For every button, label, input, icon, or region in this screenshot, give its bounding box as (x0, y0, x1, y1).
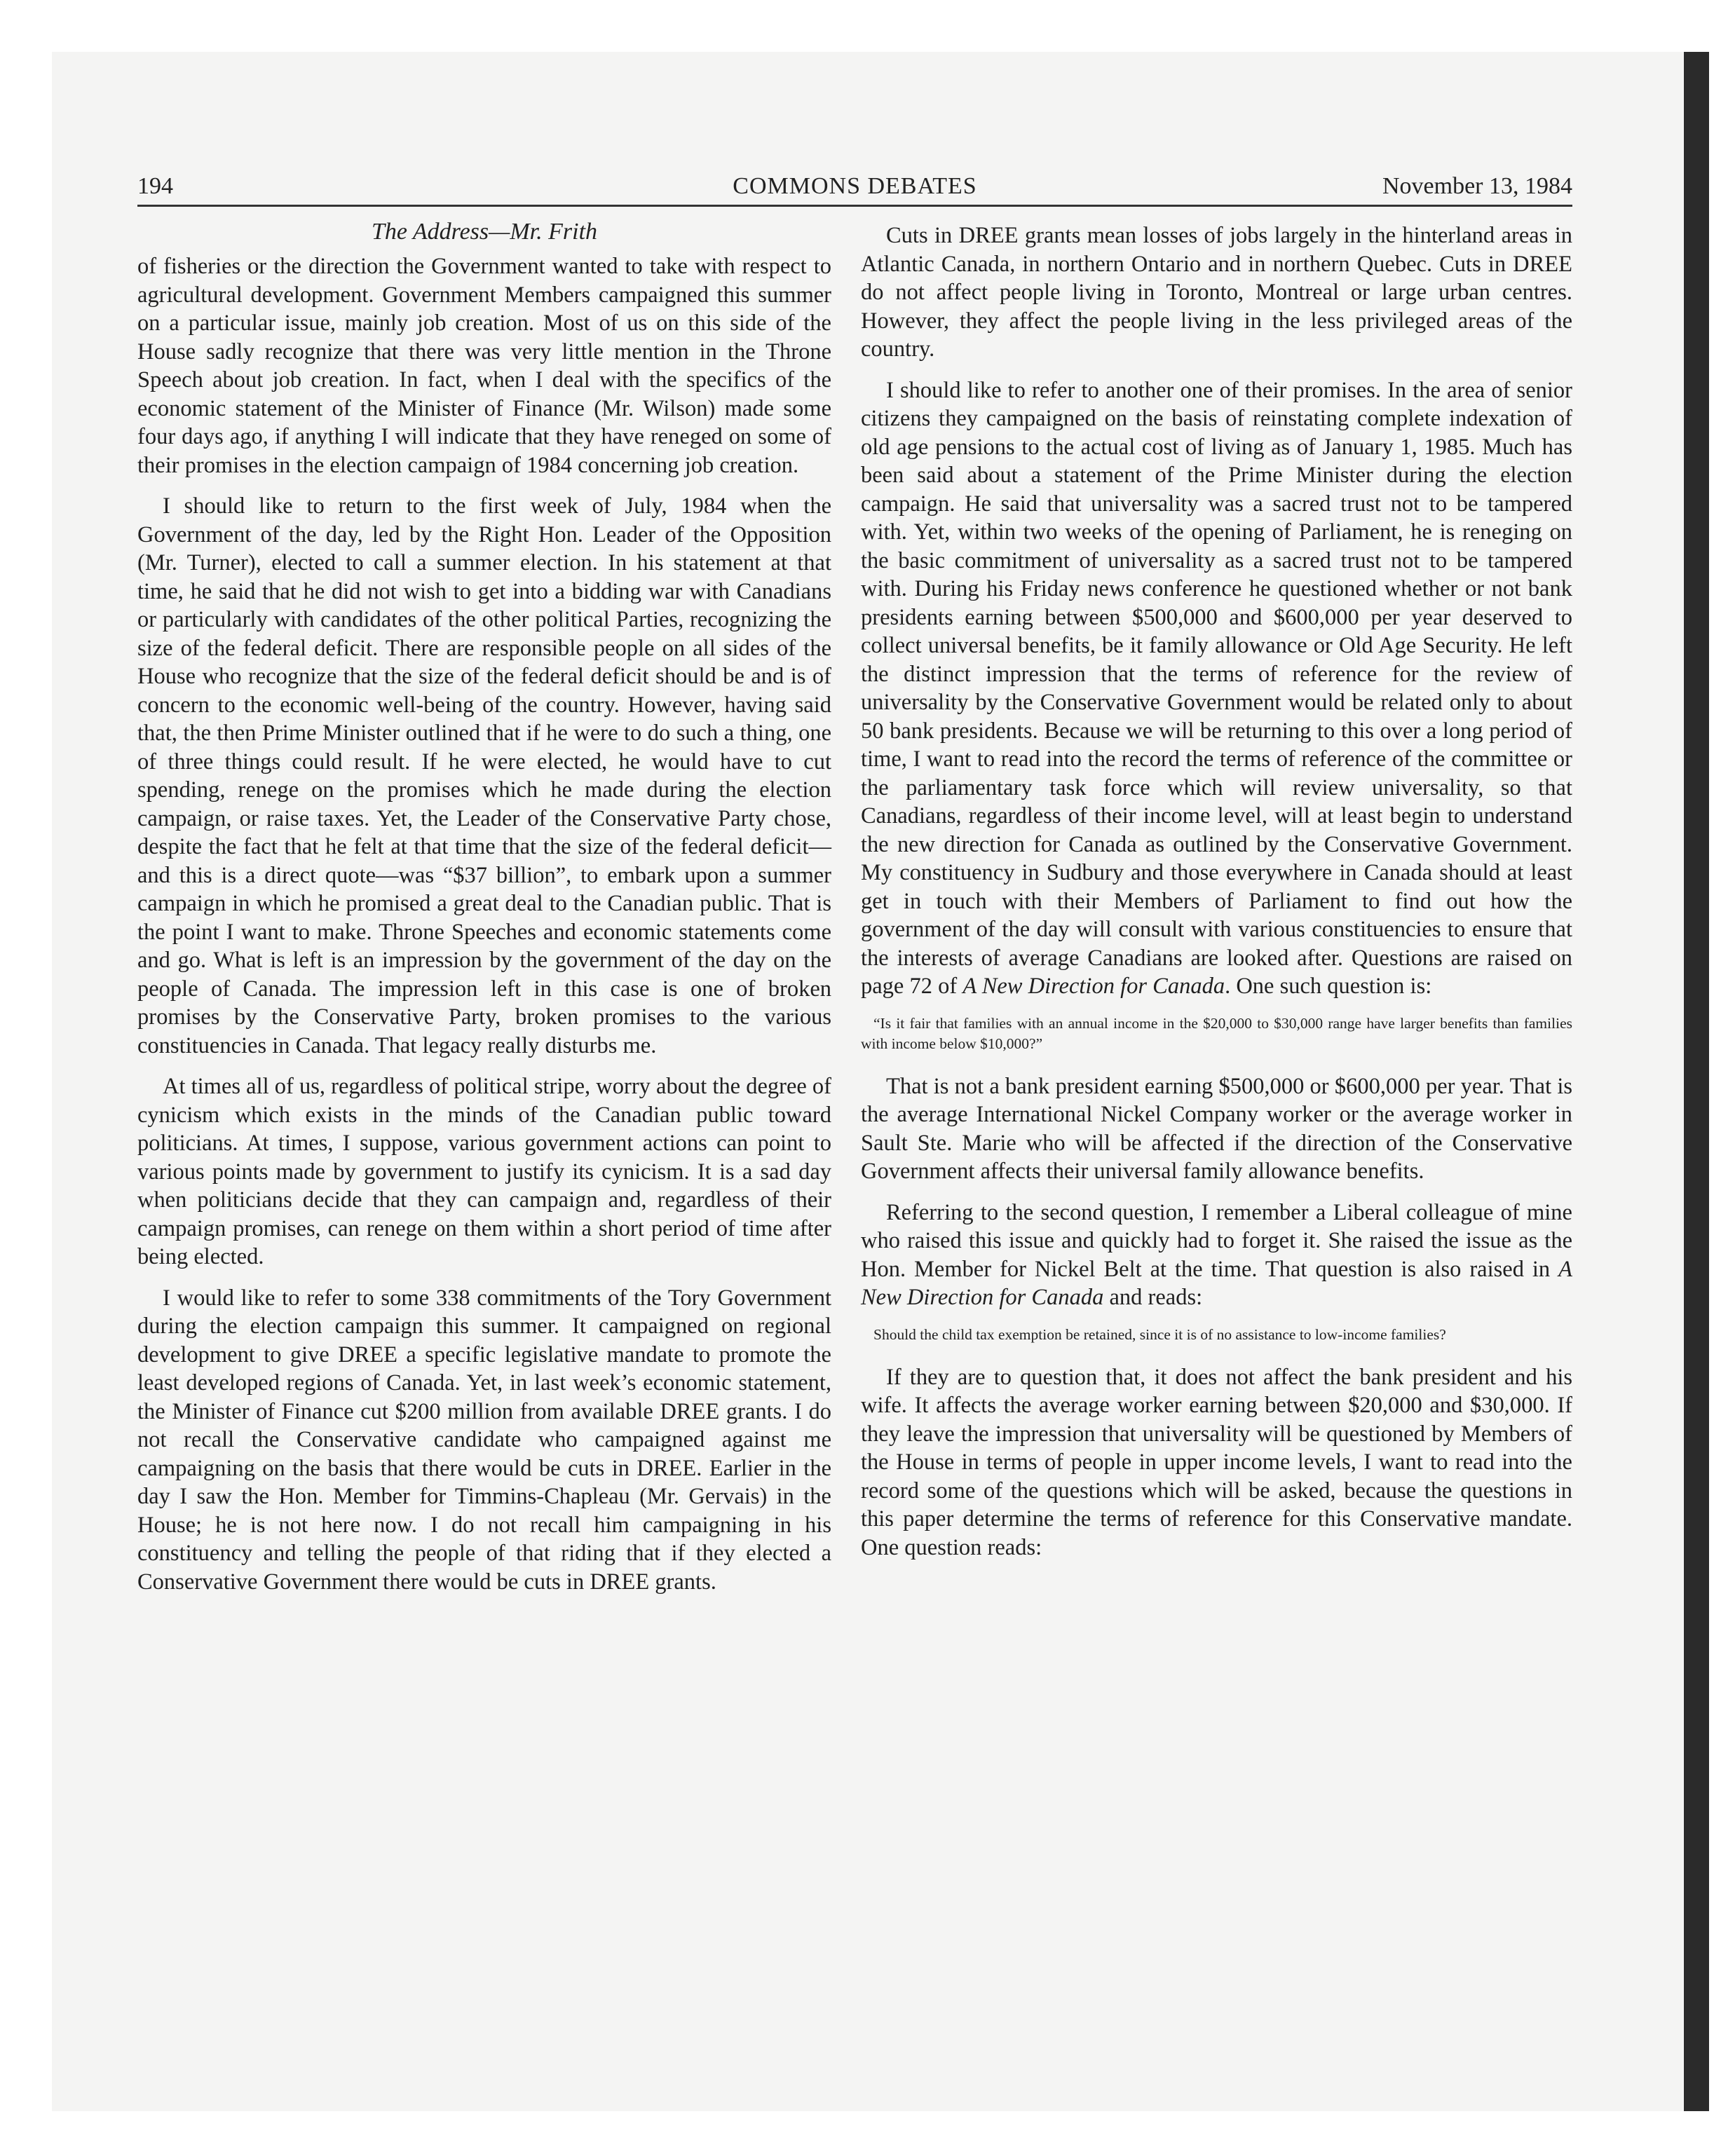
running-subhead: The Address—Mr. Frith (371, 219, 598, 245)
paragraph: I should like to return to the first week of July, 1984 when the Government of the day, led by the Right Hon. Leader of the Opposition (Mr. Turner), elected to call a summer election. In his statement at that time, he said that he did not wish to get into a bidding war with Canadians or particularly with candidates of the other political Parties, recognizing the size of the federal deficit. There are responsible people on all sides of the House who recognize that the size of the federal deficit should be and is of concern to the economic well-being of the country. However, having said that, the then Prime Minister outlined that if he were to do such a thing, one of three things could result. If he were elected, he would have to cut spending, renege on the promises which he made during the election campaign, or raise taxes. Yet, the Leader of the Conservative Party chose, despite the fact that he felt at that time that the size of the federal deficit—and this is a direct quote—was “$37 billion”, to embark upon a summer campaign in which he promised a great deal to the Canadian public. That is the point I want to make. Throne Speeches and economic statements come and go. What is left is an impression by the government of the day on the people of Canada. The impression left in this case is one of broken promises by the Conservative Party, broken promises to the various constituencies in Canada. That legacy really disturbs me. (137, 493, 831, 1058)
paragraph: I would like to refer to some 338 commitments of the Tory Government during the election campaign this summer. It campaigned on regional development to give DREE a specific legislative mandate to promote the least developed regions of Canada. Yet, in last week’s economic statement, the Minister of Finance cut $200 million from available DREE grants. I do not recall the Conservative candidate who campaigned against me campaigning on the basis that there would be cuts in DREE. Earlier in the day I saw the Hon. Member for Timmins-Chapleau (Mr. Gervais) in the House; he is not here now. I do not recall him campaigning in his constituency and telling the people of that riding that if they elected a Conservative Government there would be cuts in DREE grants. (137, 1285, 831, 1595)
publication-title: COMMONS DEBATES (733, 173, 977, 199)
paragraph-text: . One such question is: (1225, 974, 1432, 999)
paragraph (861, 376, 1572, 1001)
paragraph (861, 1199, 1572, 1312)
page-date: November 13, 1984 (1382, 173, 1572, 199)
paragraph-text: and reads: (1103, 1285, 1203, 1310)
left-column (137, 252, 831, 1609)
page-number: 194 (137, 173, 173, 199)
document-title-italic: A New Direction for Canada (861, 1256, 1572, 1310)
paragraph-text: I should like to refer to another one of their promises. In the area of senior citizens they campaigned on the basis of reinstating complete indexation of old age pensions to the actual cost of living as of January 1, 1985. Much has been said about a statement of the Prime Minister during the election campaign. He said that universality was a sacred trust not to be tampered with. Yet, within two weeks of the opening of Parliament, he is reneging on the basic commitment of universality as a sacred trust not to be tampered with. During his Friday news conference he questioned whether or not bank presidents earning between $500,000 and $600,000 per year deserved to collect universal benefits, be it family allowance or Old Age Security. He left the distinct impression that the terms of reference for the review of universality by the Conservative Government would be related only to about 50 bank presidents. Because we will be returning to this over a long period of time, I want to read into the record the terms of reference of the committee or the parliamentary task force which will review universality, so that Canadians, regardless of their income level, will at least begin to understand the new direction for Canada as outlined by the Conservative Government. My constituency in Sudbury and those everywhere in Canada should at least get in touch with their Members of Parliament to find out how the government of the day will consult with various constituencies to ensure that the interests of average Canadians are looked after. Questions are raised on page 72 of (861, 377, 1572, 999)
block-quote: Should the child tax exemption be retained, since it is of no assistance to low-income families? (873, 1325, 1446, 1343)
document-title-italic: A New Direction for Canada (962, 974, 1225, 999)
paragraph-text: Referring to the second question, I remember a Liberal colleague of mine who raised this issue and quickly had to forget it. She raised the issue as the Hon. Member for Nickel Belt at the time. That question is also raised in (861, 1199, 1572, 1282)
scan-edge-bar (1684, 52, 1709, 2111)
paragraph: of fisheries or the direction the Government wanted to take with respect to agricultural development. Government Members campaigned this summer on a particular issue, mainly job creation. Most of us on this side of the House sadly recognize that there was very little mention in the Throne Speech about job creation. In fact, when I deal with the specifics of the economic statement of the Minister of Finance (Mr. Wilson) made some four days ago, if anything I will indicate that they have reneged on some of their promises in the election campaign of 1984 concerning job creation. (137, 254, 831, 478)
paragraph: Cuts in DREE grants mean losses of jobs largely in the hinterland areas in Atlantic Canada, in northern Ontario and in northern Quebec. Cuts in DREE do not affect people living in Toronto, Montreal or large urban centres. However, they affect the people living in the less privileged areas of the country. (861, 223, 1572, 362)
page-header (137, 168, 1572, 205)
paragraph: That is not a bank president earning $500,000 or $600,000 per year. That is the average International Nickel Company worker or the average worker in Sault Ste. Marie who will be affected if the direction of the Conservative Government affects their universal family allowance benefits. (861, 1073, 1572, 1184)
paragraph: If they are to question that, it does not affect the bank president and his wife. It affects the average worker earning between $20,000 and $30,000. If they leave the impression that universality will be questioned by Members of the House in terms of people in upper income levels, I want to read into the record some of the questions which will be asked, because the questions in this paper determine the terms of reference for this Conservative mandate. One question reads: (861, 1364, 1572, 1560)
block-quote: “Is it fair that families with an annual income in the $20,000 to $30,000 range have larger benefits than families with income below $10,000?” (861, 1014, 1572, 1052)
paragraph: At times all of us, regardless of political stripe, worry about the degree of cynicism which exists in the minds of the Canadian public toward politicians. At times, I suppose, various government actions can point to various points made by government to justify its cynicism. It is a sad day when politicians decide that they can campaign and, regardless of their campaign promises, can renege on them within a short period of time after being elected. (137, 1074, 831, 1269)
header-rule (137, 205, 1572, 207)
right-column (861, 221, 1572, 1574)
